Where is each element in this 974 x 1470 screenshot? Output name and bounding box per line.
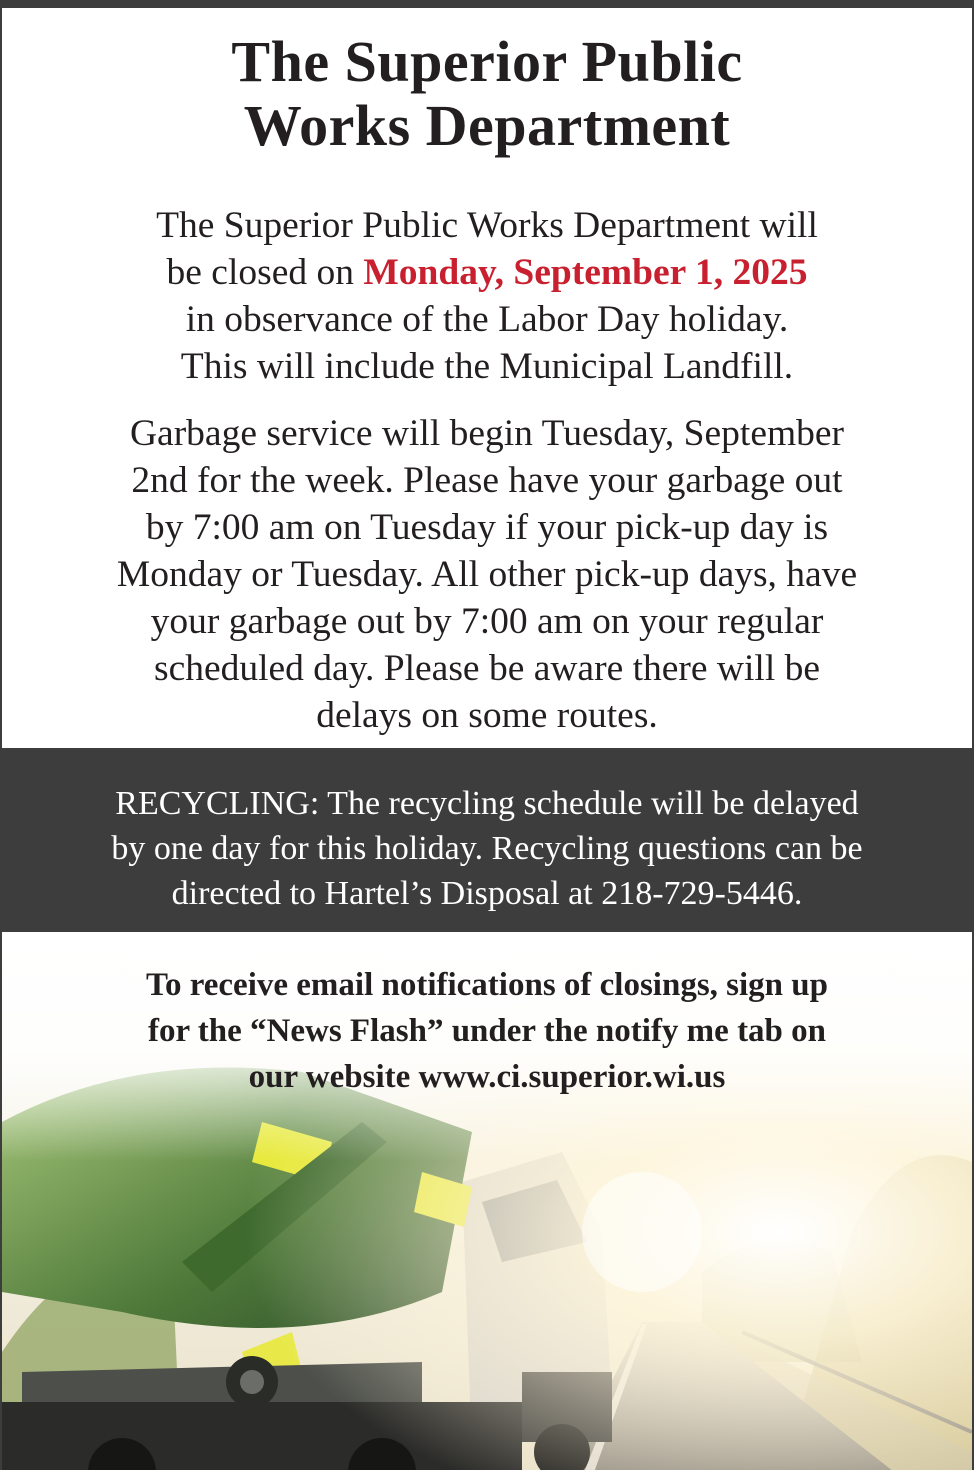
garbage-line: 2nd for the week. Please have your garbage out xyxy=(131,460,843,501)
recycling-paragraph xyxy=(12,781,962,916)
signup-line: To receive email notifications of closings, sign up xyxy=(145,967,828,1003)
closure-line: This will include the Municipal Landfill. xyxy=(180,346,794,387)
signup-line: for the “News Flash” under the notify me tab on xyxy=(147,1013,827,1049)
recycling-line: directed to Hartel’s Disposal at 218-729-5446. xyxy=(171,875,803,912)
garbage-line: Monday or Tuesday. All other pick-up days, have xyxy=(116,554,858,595)
garbage-line: by 7:00 am on Tuesday if your pick-up day is xyxy=(145,507,829,548)
closure-line: in observance of the Labor Day holiday. xyxy=(185,299,789,340)
closure-date: Monday, September 1, 2025 xyxy=(363,252,808,293)
garbage-line: your garbage out by 7:00 am on your regular xyxy=(150,601,824,642)
closure-line-prefix: be closed on xyxy=(166,252,364,293)
closure-line xyxy=(22,249,952,296)
garbage-line: delays on some routes. xyxy=(316,695,658,736)
page-title xyxy=(2,30,972,158)
garbage-paragraph xyxy=(22,410,952,739)
photo-section xyxy=(2,932,972,1470)
garbage-line: Garbage service will begin Tuesday, September xyxy=(129,413,845,454)
recycling-banner xyxy=(2,748,972,932)
title-line: The Superior Public xyxy=(231,29,743,94)
garbage-line: scheduled day. Please be aware there will be xyxy=(153,648,821,689)
closure-section xyxy=(2,8,972,748)
signup-paragraph xyxy=(12,962,962,1100)
title-line: Works Department xyxy=(243,93,731,158)
signup-line: our website www.ci.superior.wi.us xyxy=(248,1059,726,1095)
recycling-line: RECYCLING: The recycling schedule will be delayed xyxy=(115,785,859,822)
closure-line: The Superior Public Works Department will xyxy=(156,205,818,246)
closure-paragraph xyxy=(22,202,952,390)
recycling-line: by one day for this holiday. Recycling questions can be xyxy=(111,830,863,867)
